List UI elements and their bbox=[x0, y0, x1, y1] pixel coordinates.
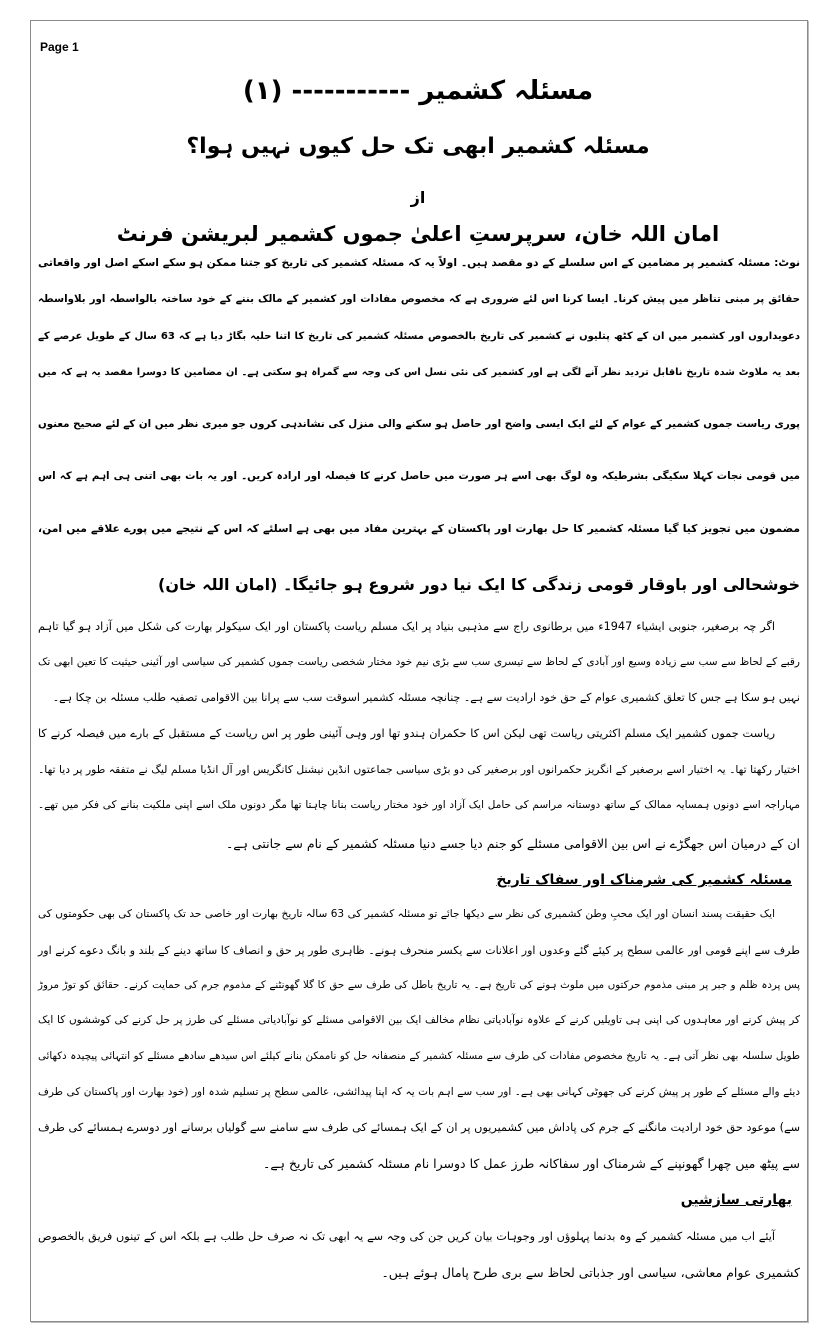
section-heading: بھارتی سازشیں bbox=[680, 1192, 792, 1208]
page-number: Page 1 bbox=[40, 40, 79, 54]
note-line: بعد یہ ملاوٹ شدہ تاریخ ناقابل تردید نظر آنے لگی ہے اور کشمیر کی نئی نسل اس کی وجہ سے گمراہ ہو سکتی ہے۔ ان مضامین کا دوسرا مقصد یہ ہے کہ میں bbox=[38, 367, 800, 378]
note-line: میں قومی نجات کہلا سکیگی بشرطیکہ وہ لوگ بھی اسے ہر صورت میں حاصل کرنے کا فیصلہ اور ارادہ کریں۔ اور یہ بات بھی اتنی ہی اہم ہے کہ اس bbox=[38, 470, 800, 482]
body-line: اختیار رکھتا تھا۔ یہ اختیار اسے برصغیر کے انگریز حکمرانوں اور برصغیر کی دو بڑی سیاسی جماعتوں انڈین نیشنل کانگریس اور آل انڈیا مسلم لیگ نے متفقہ طور پر دیا تھا۔ bbox=[38, 763, 800, 776]
body-line: طویل سلسلہ بھی نظر آتی ہے۔ یہ تاریخ مخصوص مفادات کی طرف سے مسئلہ کشمیر کے منصفانہ حل کو ناممکن بنانے کیلئے اس سیدھے سادھے مسئلے کو انتہائی پیچیدہ دکھائی bbox=[38, 1050, 800, 1062]
section-heading: مسئلہ کشمیر کی شرمناک اور سفاک تاریخ bbox=[496, 872, 792, 888]
body-line: ان کے درمیان اس جھگڑے نے اس بین الاقوامی مسئلے کو جنم دیا جسے دنیا مسئلہ کشمیر کے نام سے جانتی ہے۔ bbox=[225, 836, 800, 851]
note-line: دعویداروں اور کشمیر میں ان کے کٹھ پتلیوں نے کشمیر کی تاریخ بالخصوص مسئلہ کشمیر کی تاریخ کا اتنا حلیہ بگاڑ دیا ہے کہ 63 سال کے طویل عرصے کے bbox=[38, 331, 801, 342]
note-line: خوشحالی اور باوقار قومی زندگی کا ایک نیا دور شروع ہو جائیگا۔ (امان اللہ خان) bbox=[158, 575, 800, 594]
note-line: مضمون میں تجویز کیا گیا مسئلہ کشمیر کا حل بھارت اور پاکستان کے بہترین مفاد میں بھی ہے اسلئے کہ اس کے نتیجے میں پورے علاقے میں امن، bbox=[38, 522, 800, 535]
body-line: آیئے اب میں مسئلہ کشمیر کے وہ بدنما پہلوؤں اور وجوہات بیان کریں جن کی وجہ سے یہ ابھی تک نہ صرف حل طلب ہے بلکہ اس کے تینوں فریق بالخصوص bbox=[38, 1230, 775, 1243]
body-line: اگر چہ برصغیر، جنوبی ایشیاء 1947ء میں برطانوی راج سے مذہبی بنیاد پر ایک مسلم ریاست پاکستان اور ایک سیکولر بھارت کی شکل میں آزاد ہو گیا تاہم bbox=[38, 620, 775, 633]
body-line: نہیں ہو سکا ہے جس کا تعلق کشمیری عوام کے حق خود ارادیت سے ہے۔ چنانچہ مسئلہ کشمیر اسوقت سب سے پرانا بین الاقوامی تصفیہ طلب مسئلہ بن چکا ہے۔ bbox=[52, 691, 800, 704]
body-line: کر پیش کرنے اور معاہدوں کی اپنی ہی تاویلیں کرنے کے علاوہ نوآبادیاتی نظام مخالف ایک بین الاقوامی مسئلے کو نوآبادیاتی مسئلے کی طرز پر حل کرنے کی کوششوں کا ایک bbox=[38, 1014, 800, 1026]
note-line: پوری ریاست جموں کشمیر کے عوام کے لئے ایک ایسی واضح اور حاصل ہو سکنے والی منزل کی نشاندہی کروں جو میری نظر میں ان کے لئے صحیح معنوں bbox=[38, 418, 800, 430]
body-line: کشمیری عوام معاشی، سیاسی اور جذباتی لحاظ سے بری طرح پامال ہوئے ہیں۔ bbox=[381, 1265, 800, 1280]
body-line: دیئے والے مسئلے کے طور پر پیش کرنے کی جھوٹی کہانی بھی ہے۔ اور سب سے اہم بات یہ کہ اپنا پیدائشی، عالمی سطح پر تسلیم شدہ اور (خود بھارت اور پاکستان کی طرف bbox=[38, 1086, 800, 1098]
body-line: رقبے کے لحاظ سے سب سے زیادہ وسیع اور آبادی کے لحاظ سے تیسری سب سے بڑی نیم خود مختار شخصی ریاست جموں کشمیر کی سیاسی اور آئینی حیثیت کا تعین ابھی تک bbox=[38, 656, 800, 668]
body-line: سے) موعود حق خود ارادیت مانگنے کے جرم کی پاداش میں کشمیریوں پر ان کے ایک ہمسائے کی طرف سے سامنے سے گولیاں برسانے اور دوسرے ہمسائے کی طرف bbox=[38, 1121, 800, 1134]
note-line: نوٹ: مسئلہ کشمیر پر مضامین کے اس سلسلے کے دو مقصد ہیں۔ اولاً یہ کہ مسئلہ کشمیر کی تاریخ کو جتنا ممکن ہو سکے اسکے اصل اور واقعاتی bbox=[38, 256, 800, 269]
note-line: حقائق پر مبنی تناظر میں پیش کرنا۔ ایسا کرنا اس لئے ضروری ہے کہ مخصوص مفادات اور کشمیر کے مالک بننے کے خود ساختہ بالواسطہ اور بلاواسطہ bbox=[38, 293, 800, 305]
body-line: سے پیٹھ میں چھرا گھونپنے کے شرمناک اور سفاکانہ طرز عمل کا دوسرا نام مسئلہ کشمیر کی تاریخ ہے۔ bbox=[263, 1156, 800, 1171]
document-subtitle: مسئلہ کشمیر ابھی تک حل کیوں نہیں ہوا؟ bbox=[186, 134, 650, 159]
document-title: مسئلہ کشمیر ----------- (۱) bbox=[242, 76, 594, 106]
body-line: پس پردہ ظلم و جبر پر مبنی مذموم حرکتوں میں ملوث ہونے کی تاریخ ہے۔ یہ تاریخ باطل کی طرف سے حق کا گلا گھونٹنے کے مذموم جرم کی حمایت کرنے۔ حقائق کو توڑ مروڑ bbox=[38, 979, 800, 991]
author-line: امان اللہ خان، سرپرستِ اعلیٰ جموں کشمیر لبریشن فرنٹ bbox=[116, 222, 720, 246]
body-line: ریاست جموں کشمیر ایک مسلم اکثریتی ریاست تھی لیکن اس کا حکمران ہندو تھا اور وہی آئینی طور پر اس ریاست کے مستقبل کے بارے میں فیصلہ کرنے کا bbox=[38, 727, 775, 740]
body-line: ایک حقیقت پسند انسان اور ایک محبِ وطن کشمیری کی نظر سے دیکھا جائے تو مسئلہ کشمیر کی 63 سالہ تاریخ بھارت اور خاصی حد تک پاکستان کی بھی حکومتوں کی bbox=[38, 908, 775, 920]
body-line: طرف سے اپنے قومی اور عالمی سطح پر کیئے گئے وعدوں اور اعلانات سے یکسر منحرف ہونے۔ ظاہری طور پر حق و انصاف کا ساتھ دینے کے بلند و بانگ دعوے کرنے اور bbox=[38, 944, 800, 957]
body-line: مہاراجہ اسے دونوں ہمسایہ ممالک کے ساتھ دوستانہ مراسم کی حامل ایک آزاد اور خود مختار ریاست بنانا چاہتا تھا مگر دونوں ملک اسے اپنی ملکیت بنانے کی فکر میں تھے۔ bbox=[38, 799, 800, 811]
by-label: از bbox=[410, 188, 426, 207]
